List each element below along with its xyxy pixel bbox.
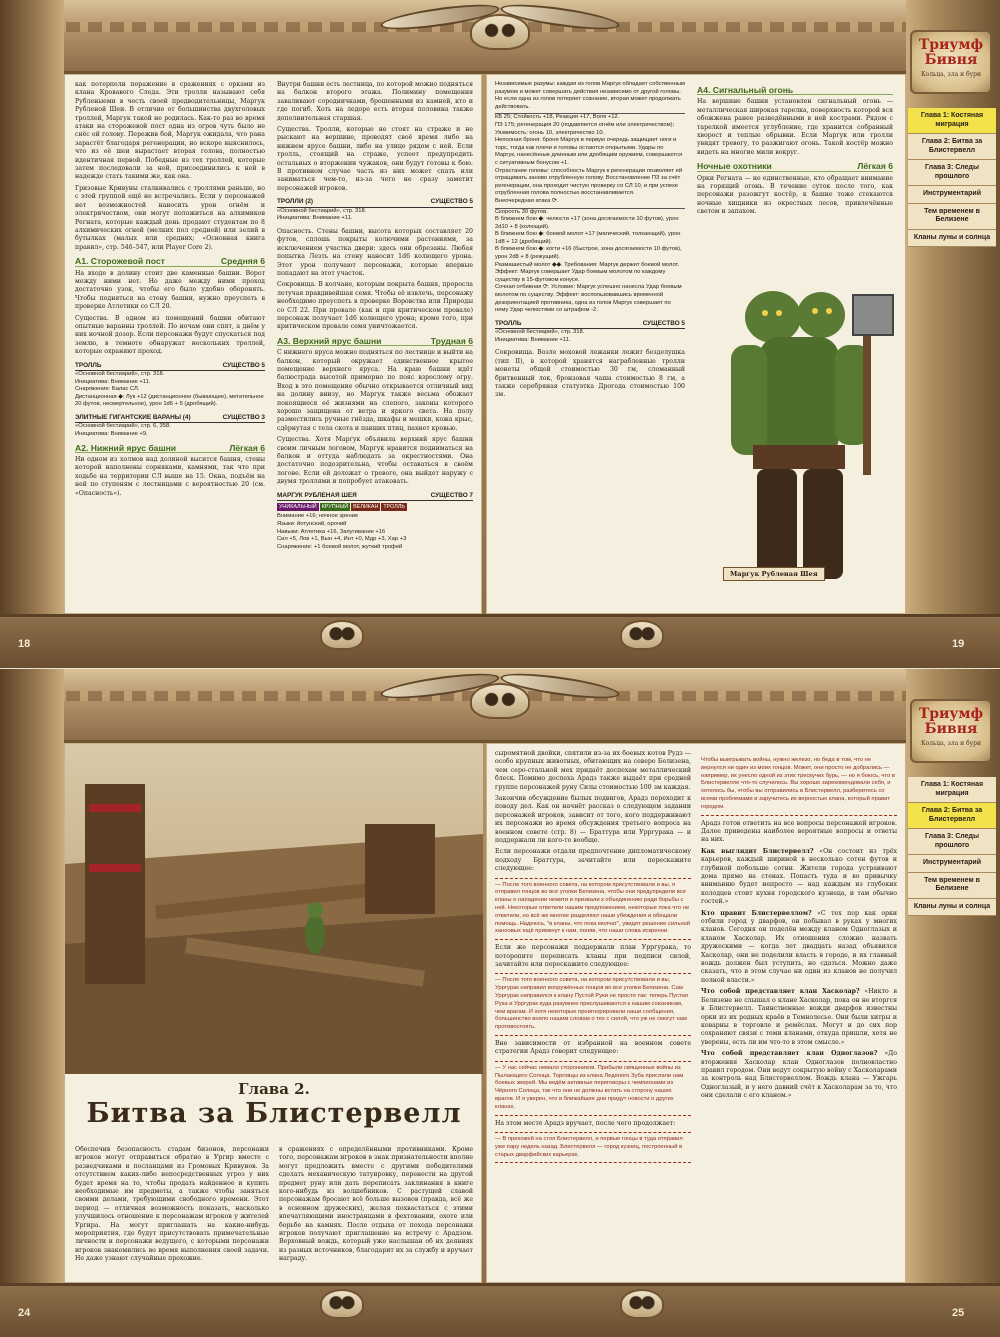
page-number: 18 — [18, 638, 31, 650]
chapter-title: Битва за Блистервелл — [86, 1098, 462, 1129]
paragraph: в сражениях с определёнными противниками. Кроме того, персонажам игроков в знак признательности вполне могут предложить вместе с другими победителями сделать механическую татуировку, перенести на другой предмет руну или дать переписать заклинания в книге кого-нибудь из волшебников. С растущей славой персонажам бросают всё больше вызовов (правда, всё же в основном дружеских), желая похвастаться с этими впечатляющими иностранцами в фехтовании, охоте или борьбе на камнях. После отдыха от похода персонажи игроков получают приглашение на встречу с Арадзом. Верховный вождь, который уже наслышан об их деяниях из разных источников, благодарит их за службу и вручает награду. — [279, 1146, 473, 1263]
toc-item-chapter-2[interactable]: Глава 2: Битва за Блистервелл — [908, 134, 996, 160]
bottom-border-ornament — [0, 614, 1000, 668]
paragraph: Ни одном из холмов над долиной высится башня, стены которой наполнены сорняками, камнями, так что при ходьбе на территории СЛ выше на 15. Окна, подъём на ней по ступеням с лестницами с вероятностью 20 (см. «Опасность»). — [75, 455, 265, 497]
stat-line: «Основной бестиарий», стр. 318. — [75, 371, 165, 377]
paragraph: Внутри башни есть лестница, по которой можно подняться на балкон второго этажа. Полимину помещения заваливают сородничками, брошенными из камней, кто и где погиб. Хоть на ледоре есть вторая половина также дополнительная старшая. — [277, 81, 473, 122]
paragraph: Сокровища. Возле моховой лежанки лежит безделушка (тип II), в которой хранятся награбленные тролли монеты общей стоимостью 30 гм, сломанный бритвенный лок, бронзовая чаша стоимостью 8 гм, а также серебряная статуэтка Дрогода стоимостью 100 зм. — [495, 349, 685, 399]
page-number: 19 — [952, 638, 965, 650]
qa-entry: Что собой представляет клан Хасколар? «Никто в Белизене не слышал о клане Хасколар, пока он не вторгся в Блистервелл. Таинственные вожди дварфов известны орки из их родных краёв в Темнолесье. Они были хитры и коварны в торговле и ремёслах. Могут и до сих пор сохраняют связи с теми кланами, откуда пришли, хотя не уверены, есть ли им что-то в этом смысле.» — [701, 988, 897, 1046]
stat-line: Инициатива: Внимание +11. — [495, 336, 571, 343]
stat-line: Снаряжение: +1 боевой молот, жуткий трофей — [277, 543, 403, 550]
page-24 — [64, 743, 482, 1283]
trait-tag: ВЕЛИКАН — [353, 504, 379, 511]
paragraph: сыромятной двойки, спятили из-за их боевых котов Рудз — особо крупных животных, обитающих на севере Белизена, чем серо-стальной мех придаёт доспехам металлический блеск. Помимо доспеха Арадз также выдаёт при средней группе персонажей руну Силы стоимостью 100 зм каждая. — [495, 750, 691, 791]
column-4 — [697, 81, 893, 281]
book-logo: Триумф Бивня Кольца, зла и бури — [910, 699, 992, 763]
bison-skull-icon — [470, 14, 530, 50]
stat-line: Дистанционная ◆: Лук +12 (дистанционное (бывающее), метательное 20 футов, несмертельное), урон 1d6 + 5 (дробящий). — [75, 393, 264, 408]
stat-line: Инициатива: Внимание +11. — [277, 215, 353, 222]
stat-line: КБ 25; Стойкость +18, Реакция +17, Воля +12. — [495, 113, 685, 122]
chapter-heading — [65, 1080, 483, 1129]
stat-line: В ближнем бою ◆: когти +16 (быстрое, зона досягаемости 10 футов), урон 2d8 + 8 (режущий). — [495, 246, 682, 261]
section-heading-night-hunters: Ночные охотники Лёгкая 6 — [697, 161, 893, 172]
page-number: 25 — [952, 1307, 965, 1319]
stat-block-header: ТРОЛЛЬ СУЩЕСТВО 5 — [495, 320, 685, 329]
toc-item-chapter-1[interactable]: Глава 1: Костяная миграция — [908, 108, 996, 134]
stat-line: В ближнем бою ◆: челюсти +17 (зона досягаемости 10 футов), урон 2d10 + 8 (колющий). — [495, 216, 679, 230]
chapter-illustration-quarry-town — [65, 744, 483, 1074]
read-aloud-box: — У нас сейчас немало сторонников. Прибыли священные войны из Пылающего Солнца. Торговцы из клана Ледяного Зуба прислали нам боевых зверей. Мы ведём активные переговоры с чемпионами из Чёрного Солнца, так что они не должны встать на сторону наших врагов. И я уверен, что в ближайшие дни придут новости о других кланах. — [495, 1061, 691, 1116]
stat-line: Размашистый молот ◆◆. Требования: Маргук держит боевой молот. Эффект: Маргук совершает Удар боевым молотом по каждому существу в 15-футовом конусе. — [495, 261, 680, 283]
column-3 — [495, 750, 691, 1280]
stat-line: Сил +5, Лов +1, Вын +4, Инт +0, Мдр +3, Хар +3 — [277, 536, 407, 543]
toc-item-clans[interactable]: Кланы луны и солнца — [908, 899, 996, 917]
trait-tag: УНИКАЛЬНЫЙ — [279, 504, 317, 511]
paragraph: Существа. Хотя Маргук объявила верхний ярус башни своим личным логовом, Маргук нравится подниматься на балкон и оттуда наблюдать за окрестностями. Она достаточно подозрительна, чтобы оставаться в своём логове. Если ей доложат о тревоге, она выйдет наружу с двумя троллями и попробует атаковать. — [277, 436, 473, 486]
toc-item-chapter-3[interactable]: Глава 3: Следы прошлого — [908, 160, 996, 186]
stat-line: Внимание +16; ночное зрение — [277, 513, 359, 520]
paragraph: как потерпели поражение в сражениях с орками из клана Кровавого Следа. Эти тролли называют себя Рубленыеми в честь своей предводительницы, Маргук Рубленой Шеи. В отличие от большинства двухголовых троллей, Маргук такой не родилась. Как-то раз во время атаки на сторожевой пост одна из огров чуть было не снёс ей голову. Пережив бой, Маргук ожидала, что рана зарастёт благодаря регенерации, но вскоре выяснилось, что из её шеи вырастает вторая голова, полностью идентичная первой. Победные из тех троллей, которые затем последовали за ней, присоединились к ней в надежде стать такими же, как она. — [75, 81, 265, 181]
page-19 — [486, 74, 906, 614]
read-aloud-box: Чтобы выигрывать войны, нужно железо, но беда в том, что не вернулся ни один из моих гонцов. Может, они просто не добрались — например, их унесло одной из этих трескучих бурь, — но я боюсь, что в Блистервелле что-то случилось. Вы хорошо зарекомендовали себя, и хотелось бы, чтобы вы отправились в Блистервелл, разберитесь со всеми проблемами и заручитесь их верностью клана, который правит городом. — [701, 754, 897, 816]
spread-pages-24-25 — [0, 669, 1000, 1337]
paragraph: Сокровища. В колчане, которым покрыта башня, проросла летучая правдивейшая семя. Чтобы её извлечь, персонажу необходимо преуспеть в проверке Воровства или Природы со СЛ 22. При провале (как и при критическом провале) персонаж получает 1d6 колющего урона; кроме того, при критическом провале семя уничтожается. — [277, 281, 473, 331]
left-border-ornament — [0, 0, 64, 668]
paragraph: Вне зависимости от избранной на военном совете стратегии Арадз говорит следующее: — [495, 1040, 691, 1056]
chapter-navigation — [908, 777, 996, 916]
bison-skull-icon — [470, 683, 530, 719]
stat-block-header: ЭЛИТНЫЕ ГИГАНТСКИЕ ВАРАНЫ (4) СУЩЕСТВО 3 — [75, 414, 265, 423]
right-border-ornament — [906, 0, 1000, 668]
column-3 — [495, 81, 685, 611]
trait-tag: ТРОЛЛЬ — [383, 504, 405, 511]
paragraph: Существа. Тролли, которые не стоят на страже и не рыскают на вершине, проводят своё время либо на нижнем ярусе башни, либо на улице рядом с ней. Если тролль, стоящий на страже, успеет предупредить остальных о вторжении чужаков, они будут готовы к бою. В противном случае часть из них может спать или заниматься чем-то, из-за чего не сразу заметит персонажей игроков. — [277, 126, 473, 192]
paragraph: Если же персонажи поддержали план Урргурака, то поторопите переписать кланы при подписи силой, зачитайте или перескажите следующее: — [495, 944, 691, 969]
paragraph: Существа. В одном из помещений башни обитают опытные варанны троллей. По ночам они спят, а днём у них ночной дозор. Если персонажи будут спускаться под землю, в темноте обнаружат нескольких троллей, которые охраняют проход. — [75, 314, 265, 356]
stat-line: «Основной бестиарий», стр. 318. — [495, 329, 585, 336]
read-aloud-box: — После того военного совета, на котором присутствовали и вы, я отправил гонцов во все уголки Белизена, чтобы они предупредили все кланы о нападении нежити и призвали к объединению ради борьбы с ней. Некоторые ответили нашим предложением, некоторые пока что не ответили, но всё же многие разделяют наши убеждения и обещали помощь. Надеюсь, "в кланы, что пока молчат", увидят решение сильной ханоовых ещё примкнут к нам, поняв, что наши слова искренни. — [495, 878, 691, 941]
section-heading-a4: А4. Сигнальный огонь — [697, 86, 893, 95]
section-heading-a3: А3. Верхний ярус башни Трудная 6 — [277, 335, 473, 346]
toc-item-chapter-1[interactable]: Глава 1: Костяная миграция — [908, 777, 996, 803]
column-1 — [75, 1146, 269, 1276]
read-aloud-box: — В прихожей на стол Блистервелл, и первые гонцы в туда отправил уже пару недель назад. Блистервелл — город кузниц, построенный в старых дварфийских карьерах. — [495, 1132, 691, 1163]
chapter-label: Глава 2. — [238, 1080, 310, 1098]
paragraph: Орки Регната — не единственные, кто обращает внимание на горящий огонь. В течение суток после того, как персонажи разожгут костёр, к башне тоже стекаются ночные хищники из окрестных лесов, привлечённые светом и запахом. — [697, 174, 893, 216]
stat-line: «Основной бестиарий», стр. 318. — [277, 207, 367, 214]
stat-line: Языки: йотунский, орочий — [277, 521, 347, 528]
trait-tags — [277, 503, 473, 511]
section-heading-a1: А1. Сторожевой пост Средняя 6 — [75, 256, 265, 267]
toc-item-belizen[interactable]: Тем временем в Белизене — [908, 873, 996, 899]
stat-block-header: МАРГУК РУБЛЕНАЯ ШЕЯ СУЩЕСТВО 7 — [277, 492, 473, 501]
qa-entry: Кто правит Блистервеллом? «С тех пор как орки отбили город у дварфов, он побывал в руках у многих кланов. Сегодня он поделён между кланом Одноглазых и кланом Хасколар. Их отношения сложно назвать дружескими — когда лет двадцать назад объявился Хасколар, они не поделили власть в городе, и их главный вождь должен был уступить, но сдаться. Можно даже сказать, что в этом случае ни один из кланов не получил полной власти.» — [701, 909, 897, 984]
paragraph: С нижнего яруса можно подняться по лестнице и выйти на балкон, который окружает единственное крытое помещение верхнего яруса. На краю башни идёт балюстрада высотой примерно по пояс взрослому огру. Вход в это помещение обычно открывается отличный вид на долину внизу, но Маргук также весьма обожает покоящиеся её жизнями на слепого, законы которого хорошо защищена от ветра и яркого света. На полу разместились ручные гнёзда, шкафы и мешки, кожа крыс, сдёрнутая с тела скота и павших птиц, пахнет кровью. — [277, 349, 473, 432]
stat-line: Инициатива: Внимание +11. — [75, 378, 151, 385]
stat-block-header: ТРОЛЛИ (2) СУЩЕСТВО 5 — [277, 198, 473, 207]
read-aloud-box: — После того военного совета, на котором присутствовали и вы, Урргурак направил вооружённых гонцов во все уголки Белизена. Сам Урргурак направился к клану Пустой Руки не просто так: теперь Пустая Рука и Урргурак куда разумнее прислушиваются к нашим союзникам, чем врагам. И хотя некоторые проигнорировали наши сообщения, большинство вняло нашим словам о тех с силой, что уж не смогут нам противостоять. — [495, 973, 691, 1036]
stat-line: «Основной бестиарий», стр. 6, 358. — [75, 423, 171, 430]
orc-troll-illustration — [713, 265, 901, 605]
page-18 — [64, 74, 482, 614]
stat-line: Неполная броня: броня Маргук в первую очередь защищает ноги и торс, тогда как плечи и головы остаются открытыми. Удары по Маргук, нанесённые длинным или дробящим оружием, совершаются с ситуативным бонусом +1. — [495, 137, 683, 166]
stat-line: Инициатива: Внимание +9. — [75, 430, 148, 437]
stat-block-header: ТРОЛЛЬ СУЩЕСТВО 5 — [75, 362, 265, 371]
paragraph: На вершине башни установлен сигнальный огонь — металлическая широкая тарелка, поверхность которой вся обожжена ранее разведёнными в ней кострами. Рядом с тарелкой имеется углубление, где хранится собранный хворост и теплые обрывки. Если Маргук или тролли увидят тревогу, то разжигают огонь. Такой костёр можно видеть на многие мили вокруг. — [697, 98, 893, 156]
page-25 — [486, 743, 906, 1283]
column-2 — [277, 81, 473, 611]
stat-line: Независимые разумы: каждая из голов Маргук обладает собственным разумом и может совершать действия независимо от другой головы. Но если одна из голов потеряет сознание, вторая может продолжать действовать. — [495, 81, 685, 110]
paragraph: Обеспечив безопасность стадам бизонов, персонажи игроков могут отправиться обратно в Ургир вместе с разведчиками и посланцами из Громовых Кривунов. За отсутствием каких-либо непосредственных угроз у них будет время на то, чтобы продать найденное и купить необходимые им предметы, а также чтобы заняться своими делами, требующими свободного времени. Этот период — отличная возможность показать, насколько улучшилось отношение к персонажам игроков у жителей Ургира. На могут приглашать на какие-нибудь мероприятия, где будут присутствовать примечательные личности и персонажи ведущего, с которыми персонажи игроков знакомились во время выполнения своей задачи. Не даже узнают случайные прохожие. — [75, 1146, 269, 1263]
column-1 — [75, 81, 265, 611]
right-border-ornament — [906, 669, 1000, 1337]
toc-item-toolkit[interactable]: Инструментарий — [908, 855, 996, 873]
paragraph: Опасность. Стены башни, высота которых составляет 20 футов, сплошь покрыты колючими растениями, за исключением участка двери: здесь они обрезаны. Любая попытка Лезть на стену наносит 1d6 колющего урона. Этот урон получают персонажи, которые впервые попадают на этот участок. — [277, 227, 473, 277]
illustration-caption: Маргук Рубленая Шея — [723, 567, 825, 581]
paragraph: Если персонажи отдали предпочтение дипломатическому подходу Браттура, зачитайте или перескажите следующее: — [495, 848, 691, 873]
stat-line: ПЗ 175; регенерация 20 (подавляется огнём или электричеством); Уязвимость: огонь 10, электричество 10. — [495, 121, 675, 136]
toc-item-chapter-3[interactable]: Глава 3: Следы прошлого — [908, 829, 996, 855]
spread-pages-18-19 — [0, 0, 1000, 668]
stat-line: В ближнем бою ◆: боевой молот +17 (магический, толкающий), урон 1d8 + 12 (дробящий). — [495, 231, 681, 245]
bottom-border-ornament — [0, 1283, 1000, 1337]
toc-item-clans[interactable]: Кланы луны и солнца — [908, 230, 996, 248]
skull-icon — [320, 620, 364, 650]
paragraph: Закончив обсуждение былых подвигов, Арадз переходит к поводу дел. Как он начнёт рассказ о следующем задании персонажей игроков, зависит от того, кого поддерживают их персонажи во время обсуждения третьего вопроса на военном совете (стр. 8) — Браттура или Урргурака — и поддержали ли кого-то вообще. — [495, 795, 691, 845]
paragraph: На этом месте Арадз вручает, после чего продолжает: — [495, 1119, 676, 1127]
toc-item-belizen[interactable]: Тем временем в Белизене — [908, 204, 996, 230]
skull-icon — [320, 1289, 364, 1319]
qa-entry: Как выглядит Блистервелл? «Он состоит из трёх карьеров, каждый шириной в несколько сотен футов и глубиной побольше сотни. Жители города устраивают дома прямо на стенах. Попасть туда и во привычку вниманию будет непросто — над каждым из глубоких колодцев стоит кухня городского кузнеца, и там обычно гостей.» — [701, 847, 897, 906]
stat-line: Сочная отбивная ⟳. Условие: Маргук успешно нанесла Удар боевым молотом по существу. Эффект: воспользовавшись временной дезориентацией противника, одна из голов Маргук совершает по нему Удар челюстями со штрафом -2. — [495, 284, 682, 314]
stat-line: Отрастание головы: способность Маргук к регенерации позволяет ей отращивать заново отрубленную голову. Восстановление ПЗ за счёт регенерации, она проходит чистую проверку со СЛ 10, и при успехе отрубленная голова полностью восстанавливается. — [495, 167, 683, 197]
left-border-ornament — [0, 669, 64, 1337]
stat-line: Скорость 30 футов. — [495, 208, 685, 217]
stat-line: Навыки: Атлетика +16, Запугивание +16 — [277, 528, 386, 535]
chapter-navigation — [908, 108, 996, 247]
trait-tag: КРУПНЫЙ — [321, 504, 349, 511]
column-4 — [701, 750, 897, 1280]
qa-entry: Что собой представляет клан Одноглазов? «До вторжения Хасколар клан Одноглазов полновластно правил городом. Они ведут сокрытую войну с Хасколарами за контроль над Блистервеллом. Вождь клана — Ужгарь Одноглазый, и у него давний счёт к Хасколарам за то, что они сделали с его кланом.» — [701, 1050, 897, 1100]
stat-line: Внеочередная атака ⟳. — [495, 197, 559, 204]
paragraph: На входе в долину стоит две каменные башни. Ворот между ними нет. Но даже между ними проход достаточно узок, чтобы его было удобно оборонять. Чтобы подняться на стену башни, нужно преуспеть в проверке Атлетики со СЛ 20. — [75, 269, 265, 311]
skull-icon — [620, 1289, 664, 1319]
toc-item-toolkit[interactable]: Инструментарий — [908, 186, 996, 204]
section-heading-a2: А2. Нижний ярус башни Лёгкая 6 — [75, 442, 265, 453]
paragraph: Арадз готов ответить на все вопросы персонажей игроков. Далее приведены наиболее вероятные вопросы и ответы на них. — [701, 819, 897, 844]
toc-item-chapter-2[interactable]: Глава 2: Битва за Блистервелл — [908, 803, 996, 829]
page-number: 24 — [18, 1307, 31, 1319]
skull-icon — [620, 620, 664, 650]
stat-line: Снаряжение: Балас СЛ. — [75, 386, 140, 393]
paragraph: Гризовые Кривуны сталкивались с троллями раньше, но с этой группой ещё не встречались. Если у персонажей нет возможностей наносить урон огнём и электричеством, они могут положиться на алхимиков Регната, которые каждый день продают студентам по 8 алхимических огней (мелких пол средней) или зелий в бутылках (малых или средних; «Основная книга правил», стр. 546–547, или Player Core 2). — [75, 184, 265, 251]
column-2 — [279, 1146, 473, 1276]
book-logo: Триумф Бивня Кольца, зла и бури — [910, 30, 992, 94]
